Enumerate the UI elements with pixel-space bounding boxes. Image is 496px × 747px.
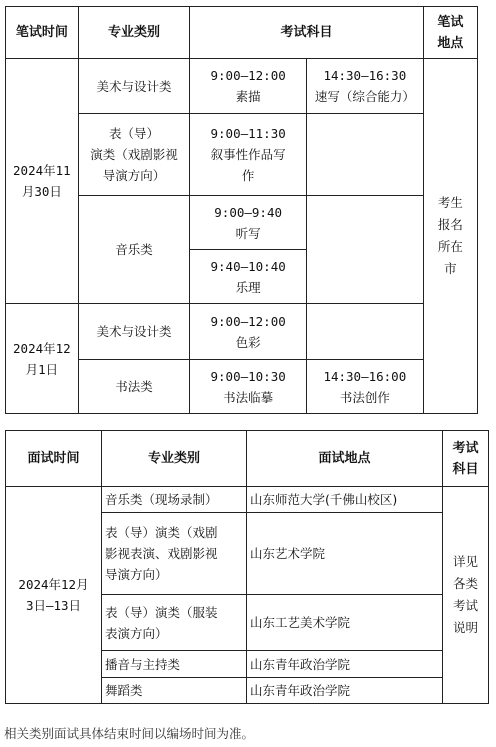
subject-music-theory: 9:40—10:40 乐理 [190,250,307,304]
major-calligraphy: 书法类 [78,360,190,414]
subject-quick-sketch: 14:30—16:30 速写（综合能力） [306,59,423,114]
interview-major: 舞蹈类 [102,678,247,704]
header-subjects: 考试科目 [190,7,423,59]
header-interview-major: 专业类别 [102,431,247,487]
major-music: 音乐类 [78,196,190,304]
written-exam-table [5,6,478,414]
interview-place: 山东青年政治学院 [247,678,443,704]
subject-sketch: 9:00—12:00 素描 [190,59,307,114]
written-date-2: 2024年12 月1日 [6,304,79,414]
header-interview-time: 面试时间 [6,431,102,487]
interview-place: 山东青年政治学院 [247,651,443,678]
subject-color: 9:00—12:00 色彩 [190,304,307,360]
written-place-value: 考生 报名 所在 市 [423,59,477,414]
header-interview-subjects: 考试 科目 [443,431,489,487]
interview-place: 山东艺术学院 [247,513,443,595]
subject-narrative-writing: 9:00—11:30 叙事性作品写 作 [190,114,307,196]
subject-calligraphy-creation: 14:30—16:00 书法创作 [306,360,423,414]
header-written-time: 笔试时间 [6,7,79,59]
empty-cell [306,196,423,304]
interview-date: 2024年12月 3日—13日 [6,487,102,704]
written-date-1: 2024年11 月30日 [6,59,79,304]
interview-major: 音乐类（现场录制） [102,487,247,513]
header-written-place: 笔试 地点 [423,7,477,59]
interview-place: 山东师范大学(千佛山校区) [247,487,443,513]
footnote: 相关类别面试具体结束时间以编场时间为准。 [4,726,255,741]
major-art-design-2: 美术与设计类 [78,304,190,360]
subject-dictation: 9:00—9:40 听写 [190,196,307,250]
header-interview-place: 面试地点 [247,431,443,487]
empty-cell [306,114,423,196]
major-art-design: 美术与设计类 [78,59,190,114]
major-directing: 表（导） 演类（戏剧影视 导演方向） [78,114,190,196]
interview-major: 表（导）演类（服装 表演方向） [102,595,247,651]
interview-place: 山东工艺美术学院 [247,595,443,651]
interview-major: 表（导）演类（戏剧 影视表演、戏剧影视 导演方向） [102,513,247,595]
interview-major: 播音与主持类 [102,651,247,678]
interview-subjects-value: 详见 各类 考试 说明 [443,487,489,704]
subject-calligraphy-copy: 9:00—10:30 书法临摹 [190,360,307,414]
interview-table [5,430,489,704]
header-major: 专业类别 [78,7,190,59]
empty-cell [306,304,423,360]
